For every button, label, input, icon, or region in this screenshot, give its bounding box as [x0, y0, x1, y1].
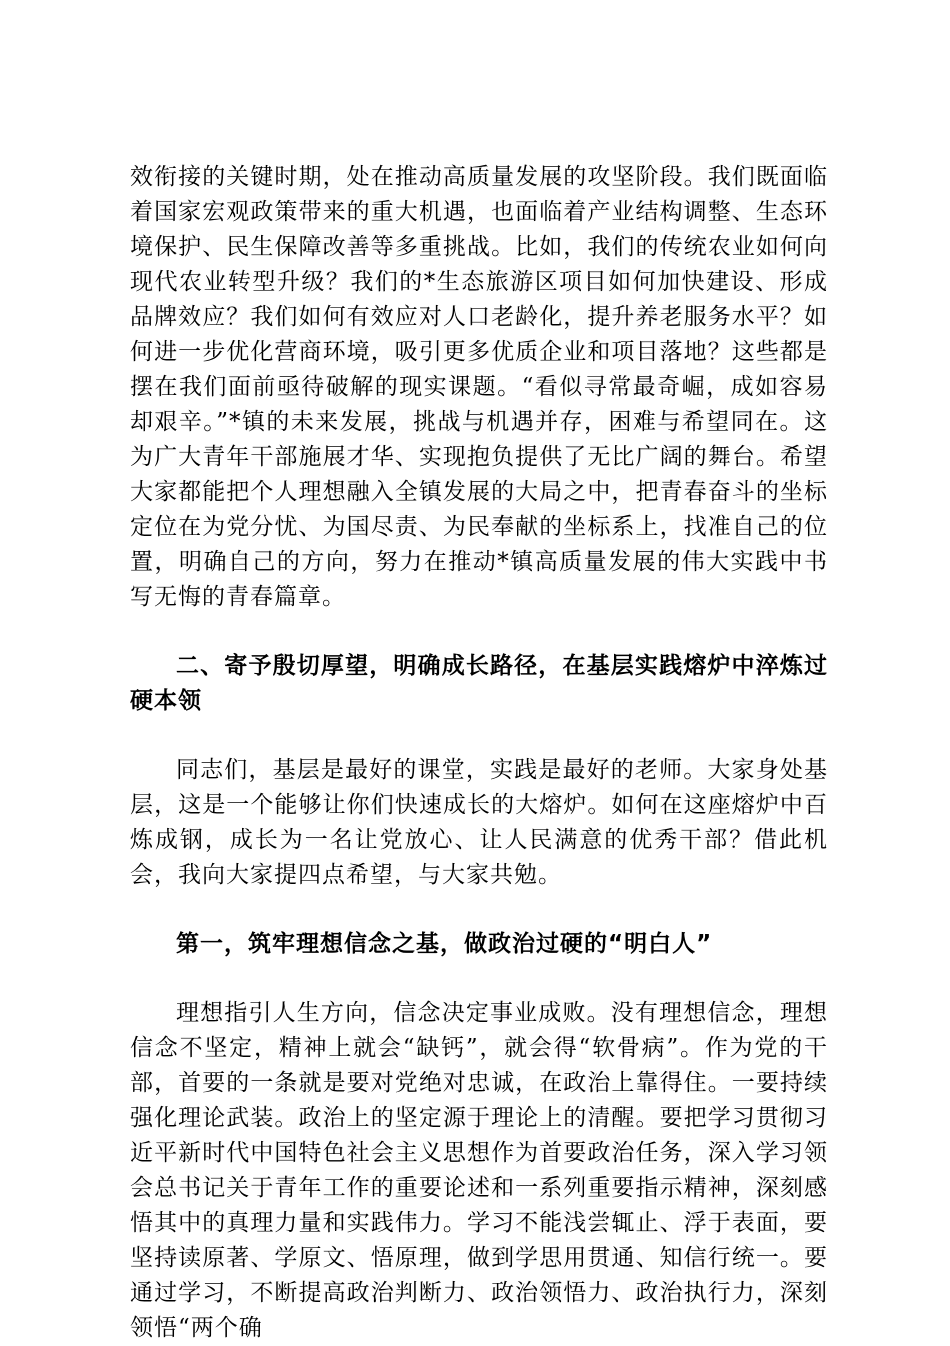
body-paragraph: 理想指引人生方向，信念决定事业成败。没有理想信念，理想信念不坚定，精神上就会“缺钙”，就会得“软骨病”。作为党的干部，首要的一条就是要对党绝对忠诚，在政治上靠得住。一要持续强化理论武装。政治上的坚定源于理论上的清醒。要把学习贯彻习近平新时代中国特色社会主义思想作为首要政治任务，深入学习领会总书记关于青年工作的重要论述和一系列重要指示精神，深刻感悟其中的真理力量和实践伟力。学习不能浅尝辄止、浮于表面，要坚持读原著、学原文、悟原理，做到学思用贯通、知信行统一。要通过学习，不断提高政治判断力、政治领悟力、政治执行力，深刻领悟“两个确 — [130, 1000, 828, 1341]
body-paragraph: 同志们，基层是最好的课堂，实践是最好的老师。大家身处基层，这是一个能够让你们快速成长的大熔炉。如何在这座熔炉中百炼成钢，成长为一名让党放心、让人民满意的优秀干部？借此机会，我向大家提四点希望，与大家共勉。 — [130, 757, 828, 888]
body-paragraph: 效衔接的关键时期，处在推动高质量发展的攻坚阶段。我们既面临着国家宏观政策带来的重大机遇，也面临着产业结构调整、生态环境保护、民生保障改善等多重挑战。比如，我们的传统农业如何向现代农业转型升级？我们的*生态旅游区项目如何加快建设、形成品牌效应？我们如何有效应对人口老龄化，提升养老服务水平？如何进一步优化营商环境，吸引更多优质企业和项目落地？这些都是摆在我们面前亟待破解的现实课题。“看似寻常最奇崛，成如容易却艰辛。”*镇的未来发展，挑战与机遇并存，困难与希望同在。这为广大青年干部施展才华、实现抱负提供了无比广阔的舞台。希望大家都能把个人理想融入全镇发展的大局之中，把青春奋斗的坐标定位在为党分忧、为国尽责、为民奉献的坐标系上，找准自己的位置，明确自己的方向，努力在推动*镇高质量发展的伟大实践中书写无悔的青春篇章。 — [130, 164, 828, 610]
document-page — [130, 160, 828, 1346]
section-heading: 二、寄予殷切厚望，明确成长路径，在基层实践熔炉中淬炼过硬本领 — [130, 653, 828, 714]
sub-heading: 第一，筑牢理想信念之基，做政治过硬的“明白人” — [176, 931, 713, 957]
